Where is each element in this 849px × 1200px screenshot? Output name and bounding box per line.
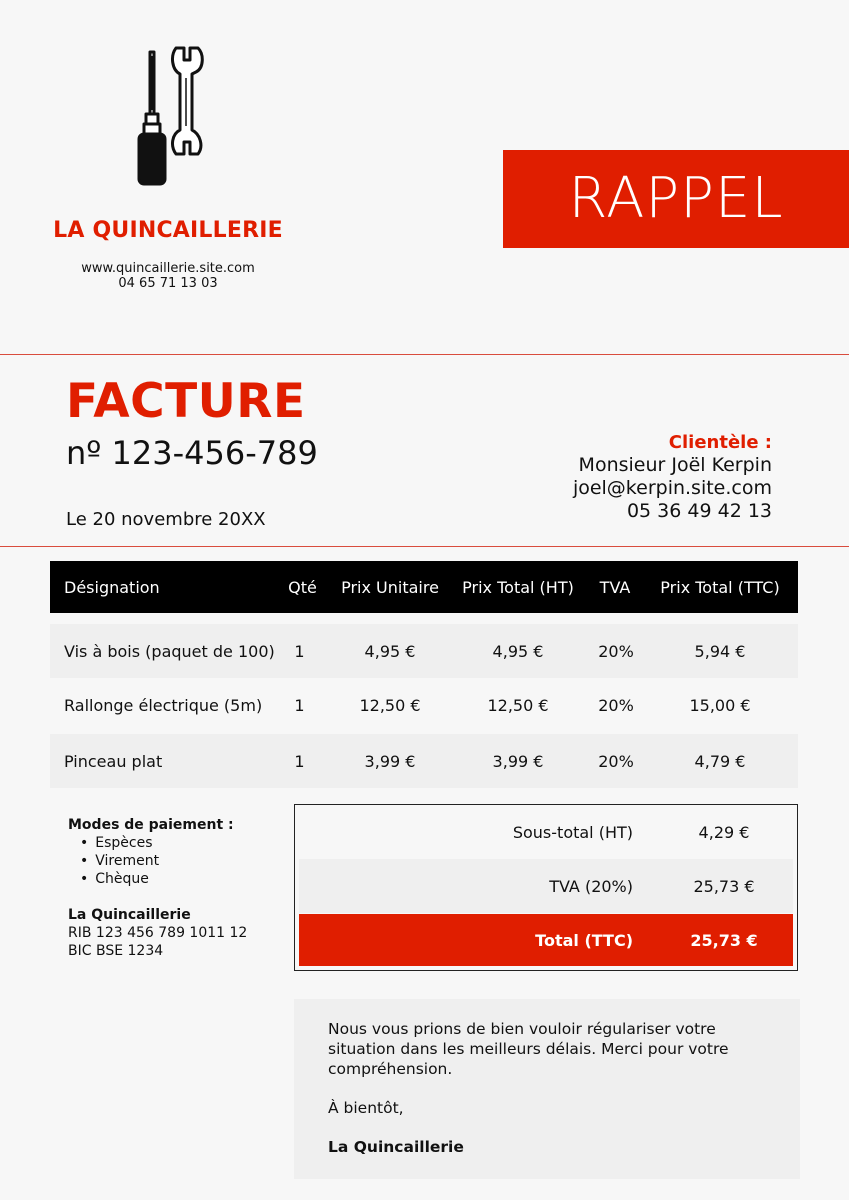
client-name: Monsieur Joël Kerpin: [578, 454, 772, 476]
header-unit-price: Prix Unitaire: [341, 577, 439, 597]
client-phone: 05 36 49 42 13: [626, 500, 772, 522]
table-row: [50, 678, 798, 732]
client-block: [573, 431, 772, 523]
payment-rib: RIB 123 456 789 1011 12: [68, 925, 248, 941]
payment-company: La Quincaillerie: [68, 907, 191, 923]
payment-bic: BIC BSE 1234: [68, 943, 164, 959]
row-tva: 20%: [598, 751, 634, 771]
reminder-note: [294, 999, 800, 1179]
row-unit-price: 12,50 €: [359, 695, 421, 715]
row-unit-price: 3,99 €: [364, 751, 416, 771]
divider-top: [0, 354, 849, 355]
total-row: [299, 914, 793, 966]
row-unit-price: 4,95 €: [364, 641, 416, 661]
tva-value: 25,73 €: [693, 876, 755, 896]
divider-bottom: [0, 546, 849, 547]
tva-label: TVA (20%): [549, 876, 633, 896]
row-tva: 20%: [598, 695, 634, 715]
reminder-badge: RAPPEL: [503, 150, 849, 248]
table-header: [50, 561, 798, 613]
invoice-date: Le 20 novembre 20XX: [66, 509, 266, 530]
row-total-ht: 3,99 €: [492, 751, 544, 771]
screwdriver-icon: [139, 52, 165, 184]
total-value: 25,73 €: [690, 930, 758, 950]
row-quantity: 1: [294, 695, 305, 715]
note-message: Nous vous prions de bien vouloir régulariser votre situation dans les meilleurs délais. Merci pour votre compréhension.: [328, 1020, 729, 1078]
wrench-icon: [173, 48, 203, 154]
invoice-number: nº 123-456-789: [66, 434, 318, 472]
header-total-ttc: Prix Total (TTC): [660, 577, 780, 597]
note-closing: À bientôt,: [328, 1099, 404, 1117]
company-contact: [20, 261, 316, 291]
row-quantity: 1: [294, 641, 305, 661]
row-total-ttc: 5,94 €: [694, 641, 746, 661]
row-total-ttc: 4,79 €: [694, 751, 746, 771]
totals-box: [294, 804, 798, 971]
row-designation: Pinceau plat: [64, 751, 163, 771]
subtotal-row: [299, 805, 793, 859]
row-designation: Vis à bois (paquet de 100): [64, 641, 275, 661]
payment-method: • Virement: [80, 852, 247, 870]
table-row: [50, 734, 798, 788]
total-label: Total (TTC): [535, 930, 633, 950]
payment-method: • Espèces: [80, 834, 247, 852]
row-quantity: 1: [294, 751, 305, 771]
header-total-ht: Prix Total (HT): [462, 577, 574, 597]
payment-info: [68, 816, 247, 960]
client-label: Clientèle :: [668, 432, 772, 453]
table-row: [50, 624, 798, 678]
payment-heading: Modes de paiement :: [68, 817, 234, 833]
header-quantity: Qté: [288, 577, 317, 597]
subtotal-label: Sous-total (HT): [512, 822, 633, 842]
note-signature: La Quincaillerie: [328, 1138, 464, 1156]
row-total-ht: 4,95 €: [492, 641, 544, 661]
payment-methods: [68, 834, 247, 888]
subtotal-value: 4,29 €: [698, 822, 750, 842]
payment-method: • Chèque: [80, 870, 247, 888]
header-tva: TVA: [599, 577, 631, 597]
company-name: LA QUINCAILLERIE: [53, 218, 283, 243]
header-designation: Désignation: [64, 577, 160, 597]
company-website[interactable]: www.quincaillerie.site.com: [81, 261, 255, 276]
company-phone: 04 65 71 13 03: [118, 276, 218, 291]
row-tva: 20%: [598, 641, 634, 661]
tva-row: [299, 859, 793, 913]
row-total-ttc: 15,00 €: [689, 695, 751, 715]
tools-logo: [128, 44, 208, 186]
row-designation: Rallonge électrique (5m): [64, 695, 263, 715]
client-email[interactable]: joel@kerpin.site.com: [572, 477, 772, 499]
invoice-title: FACTURE: [66, 374, 306, 429]
row-total-ht: 12,50 €: [487, 695, 549, 715]
